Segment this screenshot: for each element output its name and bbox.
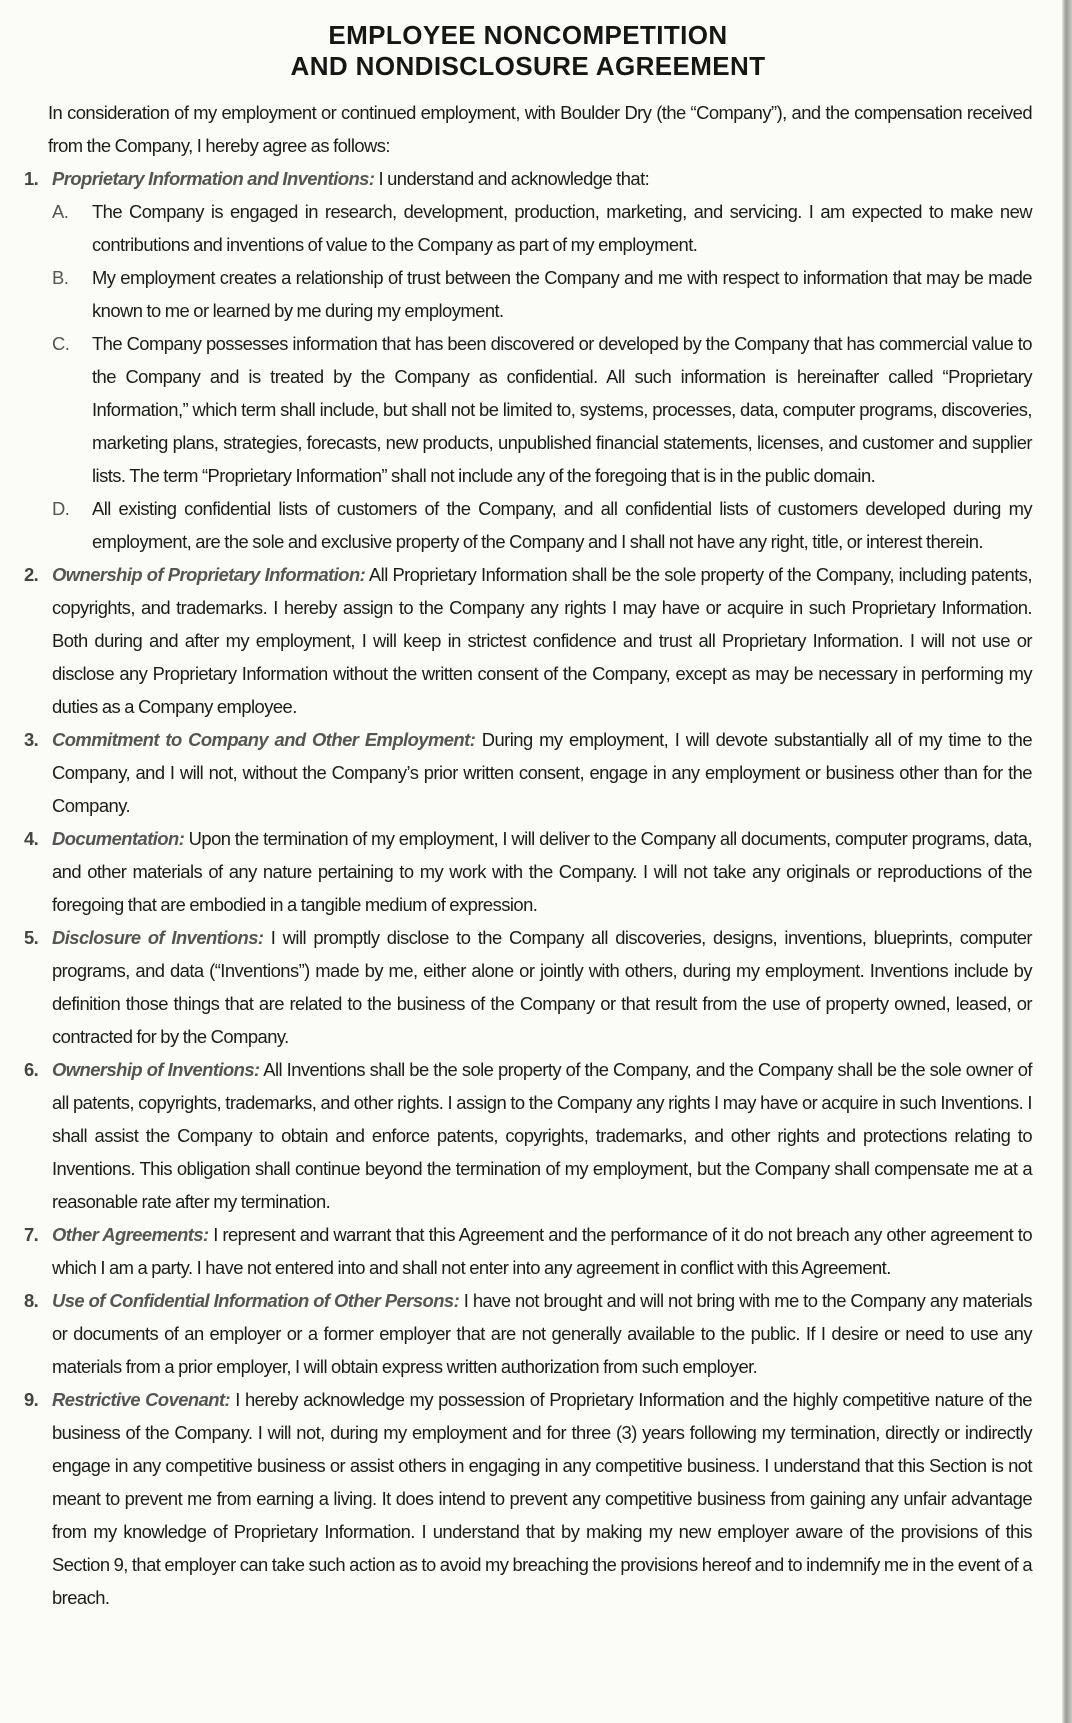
subsection-text: My employment creates a relationship of trust between the Company and me with respect to information that may be made known to me or learned by me during my employment. [92, 267, 1032, 321]
section-1 [24, 162, 1032, 558]
section-heading: Documentation: [52, 828, 185, 849]
title-line-1: EMPLOYEE NONCOMPETITION [328, 20, 728, 50]
subsection-d [52, 492, 1032, 558]
section-text: I have not brought and will not bring with me to the Company any materials or documents of an employer or a former employer that are not generally available to the public. If I desire or need to use any materials from a prior employer, I will obtain express written authorization from such employer. [52, 1290, 1033, 1377]
section-2 [24, 558, 1032, 723]
section-text: I will promptly disclose to the Company all discoveries, designs, inventions, blueprints, computer programs, and data (“Inventions”) made by me, either alone or jointly with others, during my employment. Inventions include by definition those things that are related to the business of the Company or that result from the use of property owned, leased, or contracted for by the Company. [52, 927, 1033, 1047]
section-number: 3. [24, 729, 39, 750]
section-8 [24, 1284, 1032, 1383]
section-3 [24, 723, 1032, 822]
section-9 [24, 1383, 1032, 1614]
section-text: All Inventions shall be the sole property of the Company, and the Company shall be the sole owner of all patents, copyrights, trademarks, and other rights. I assign to the Company any rights I may have or acquire in such Inventions. I shall assist the Company to obtain and enforce patents, copyrights, trademarks, and other rights and protections relating to Inventions. This obligation shall continue beyond the termination of my employment, but the Company shall compensate me at a reasonable rate after my termination. [52, 1059, 1032, 1212]
subsection-letter: C. [52, 333, 70, 354]
section-text: I understand and acknowledge that: [374, 168, 650, 189]
subsection-c [52, 327, 1032, 492]
section-heading: Restrictive Covenant: [52, 1389, 231, 1410]
section-heading: Ownership of Proprietary Information: [52, 564, 366, 585]
section-text: All Proprietary Information shall be the sole property of the Company, including patents, copyrights, and trademarks. I hereby assign to the Company any rights I may have or acquire in such Proprietary Information. Both during and after my employment, I will keep in strictest confidence and trust all Proprietary Information. I will not use or disclose any Proprietary Information without the written consent of the Company, except as may be necessary in performing my duties as a Company employee. [52, 564, 1032, 717]
subsection-a [52, 195, 1032, 261]
section-heading: Disclosure of Inventions: [52, 927, 264, 948]
page-edge-shadow [1062, 0, 1072, 1723]
subsection-letter: B. [52, 267, 69, 288]
section-number: 5. [24, 927, 39, 948]
intro-paragraph: In consideration of my employment or continued employment, with Boulder Dry (the “Company”), and the compensation received from the Company, I hereby agree as follows: [48, 102, 1032, 156]
section-4 [24, 822, 1032, 921]
subsection-text: The Company is engaged in research, development, production, marketing, and servicing. I am expected to make new contributions and inventions of value to the Company as part of my employment. [92, 201, 1032, 255]
section-number: 7. [24, 1224, 39, 1245]
subsection-text: All existing confidential lists of customers of the Company, and all confidential lists of customers developed during my employment, are the sole and exclusive property of the Company and I shall not have any right, title, or interest therein. [92, 498, 1032, 552]
section-7 [24, 1218, 1032, 1284]
subsection-letter: D. [52, 498, 70, 519]
section-5 [24, 921, 1032, 1053]
subsection-letter: A. [52, 201, 69, 222]
section-text: I hereby acknowledge my possession of Proprietary Information and the highly competitive nature of the business of the Company. I will not, during my employment and for three (3) years following my termination, directly or indirectly engage in any competitive business or assist others in engaging in any competitive business. I understand that this Section is not meant to prevent me from earning a living. It does intend to prevent any competitive business from gaining any unfair advantage from my knowledge of Proprietary Information. I understand that by making my new employer aware of the provisions of this Section 9, that employer can take such action as to avoid my breaching the provisions hereof and to indemnify me in the event of a breach. [52, 1389, 1032, 1608]
agreement-body [24, 96, 1032, 1614]
subsection-b [52, 261, 1032, 327]
section-number: 1. [24, 168, 39, 189]
section-number: 4. [24, 828, 39, 849]
section-6 [24, 1053, 1032, 1218]
section-number: 8. [24, 1290, 39, 1311]
section-text: Upon the termination of my employment, I will deliver to the Company all documents, computer programs, data, and other materials of any nature pertaining to my work with the Company. I will not take any originals or reproductions of the foregoing that are embodied in a tangible medium of expression. [52, 828, 1032, 915]
section-number: 9. [24, 1389, 39, 1410]
section-number: 6. [24, 1059, 39, 1080]
subsection-text: The Company possesses information that has been discovered or developed by the Company that has commercial value to the Company and is treated by the Company as confidential. All such information is hereinafter called “Proprietary Information,” which term shall include, but shall not be limited to, systems, processes, data, computer programs, discoveries, marketing plans, strategies, forecasts, new products, unpublished financial statements, licenses, and customer and supplier lists. The term “Proprietary Information” shall not include any of the foregoing that is in the public domain. [92, 333, 1032, 486]
section-heading: Commitment to Company and Other Employment: [52, 729, 476, 750]
document-title [24, 20, 1032, 82]
section-text: I represent and warrant that this Agreement and the performance of it do not breach any other agreement to which I am a party. I have not entered into and shall not enter into any agreement in conflict with this Agreement. [52, 1224, 1033, 1278]
section-heading: Ownership of Inventions: [52, 1059, 260, 1080]
section-heading: Proprietary Information and Inventions: [52, 168, 375, 189]
title-line-2: AND NONDISCLOSURE AGREEMENT [290, 51, 766, 81]
section-heading: Use of Confidential Information of Other Persons: [52, 1290, 460, 1311]
section-heading: Other Agreements: [52, 1224, 209, 1245]
section-text: During my employment, I will devote substantially all of my time to the Company, and I will not, without the Company’s prior written consent, engage in any employment or business other than for the Company. [52, 729, 1033, 816]
section-number: 2. [24, 564, 39, 585]
